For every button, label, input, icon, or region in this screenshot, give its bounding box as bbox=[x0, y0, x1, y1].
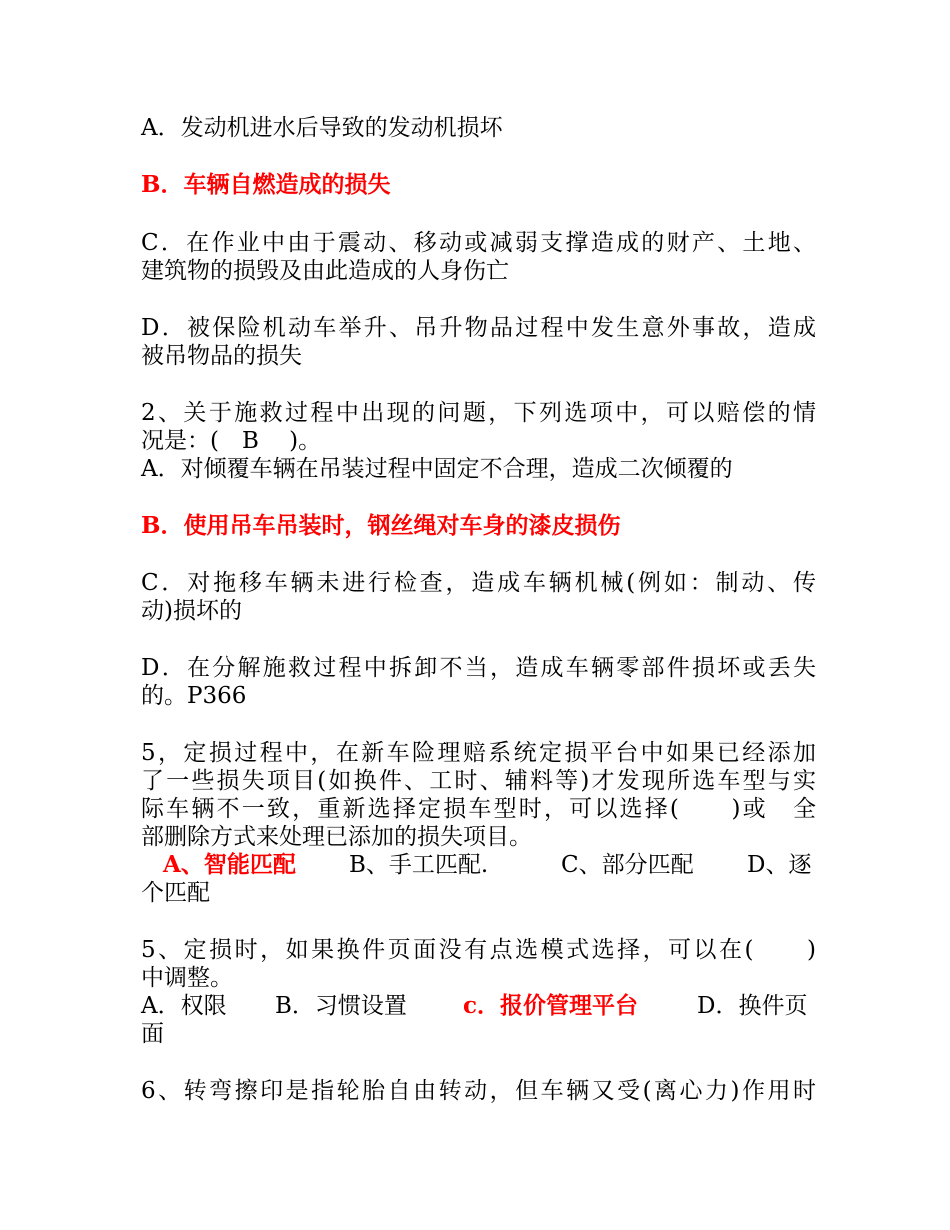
q5b-stem-line1: 5、定损时，如果换件页面没有点选模式选择，可以在( ) bbox=[141, 937, 816, 963]
q2-option-c-line1: C．对拖移车辆未进行检查，造成车辆机械(例如：制动、传 bbox=[141, 570, 816, 596]
q2-stem-line2: 况是：( B )。 bbox=[141, 428, 322, 454]
q-prev-option-a: A．发动机进水后导致的发动机损坏 bbox=[141, 115, 503, 141]
q5b-options-row bbox=[141, 991, 816, 1021]
q5a-option-b: B、手工匹配. bbox=[349, 852, 489, 878]
q2-option-c-line2: 动)损坏的 bbox=[141, 598, 242, 624]
q2-stem-line1: 2、关于施救过程中出现的问题，下列选项中，可以赔偿的情 bbox=[141, 400, 816, 426]
q6-stem-line1: 6、转弯擦印是指轮胎自由转动，但车辆又受(离心力)作用时 bbox=[141, 1078, 816, 1104]
q5a-stem-line1: 5，定损过程中，在新车险理赔系统定损平台中如果已经添加 bbox=[141, 740, 816, 766]
q-prev-option-c-line1: C．在作业中由于震动、移动或减弱支撑造成的财产、土地、 bbox=[141, 230, 816, 256]
q5a-option-d-cont: 个匹配 bbox=[141, 880, 210, 906]
q2-option-b-answer: B．使用吊车吊装时，钢丝绳对车身的漆皮损伤 bbox=[141, 512, 621, 539]
q5a-options-row bbox=[141, 850, 816, 880]
q-prev-option-b-answer: B．车辆自燃造成的损失 bbox=[141, 171, 391, 198]
q-prev-option-d-line2: 被吊物品的损失 bbox=[141, 343, 302, 369]
q2-option-a: A．对倾覆车辆在吊装过程中固定不合理，造成二次倾覆的 bbox=[141, 456, 733, 482]
q-prev-option-d-line1: D．被保险机动车举升、吊升物品过程中发生意外事故，造成 bbox=[141, 315, 816, 341]
q2-option-d-line1: D．在分解施救过程中拆卸不当，造成车辆零部件损坏或丢失 bbox=[141, 655, 816, 681]
q5a-option-d: D、逐 bbox=[747, 852, 812, 878]
q-prev-option-c-line2: 建筑物的损毁及由此造成的人身伤亡 bbox=[141, 258, 509, 284]
q5a-stem-line2: 了一些损失项目(如换件、工时、辅料等)才发现所选车型与实 bbox=[141, 768, 816, 794]
q5a-stem-line3: 际车辆不一致，重新选择定损车型时，可以选择( )或 全 bbox=[141, 796, 816, 822]
q5b-stem-line2: 中调整。 bbox=[141, 965, 233, 991]
q5b-option-c-answer: c．报价管理平台 bbox=[463, 992, 639, 1019]
q5b-option-d-cont: 面 bbox=[141, 1021, 164, 1047]
q5a-stem-line4: 部删除方式来处理已添加的损失项目。 bbox=[141, 824, 532, 850]
q5b-option-a: A．权限 bbox=[141, 993, 227, 1019]
q2-option-d-line2: 的。P366 bbox=[141, 683, 247, 709]
q5b-option-b: B．习惯设置 bbox=[275, 993, 407, 1019]
q5a-option-c: C、部分匹配 bbox=[561, 852, 694, 878]
q5a-option-a-answer: A、智能匹配 bbox=[163, 851, 296, 878]
q5b-option-d: D．换件页 bbox=[697, 993, 808, 1019]
